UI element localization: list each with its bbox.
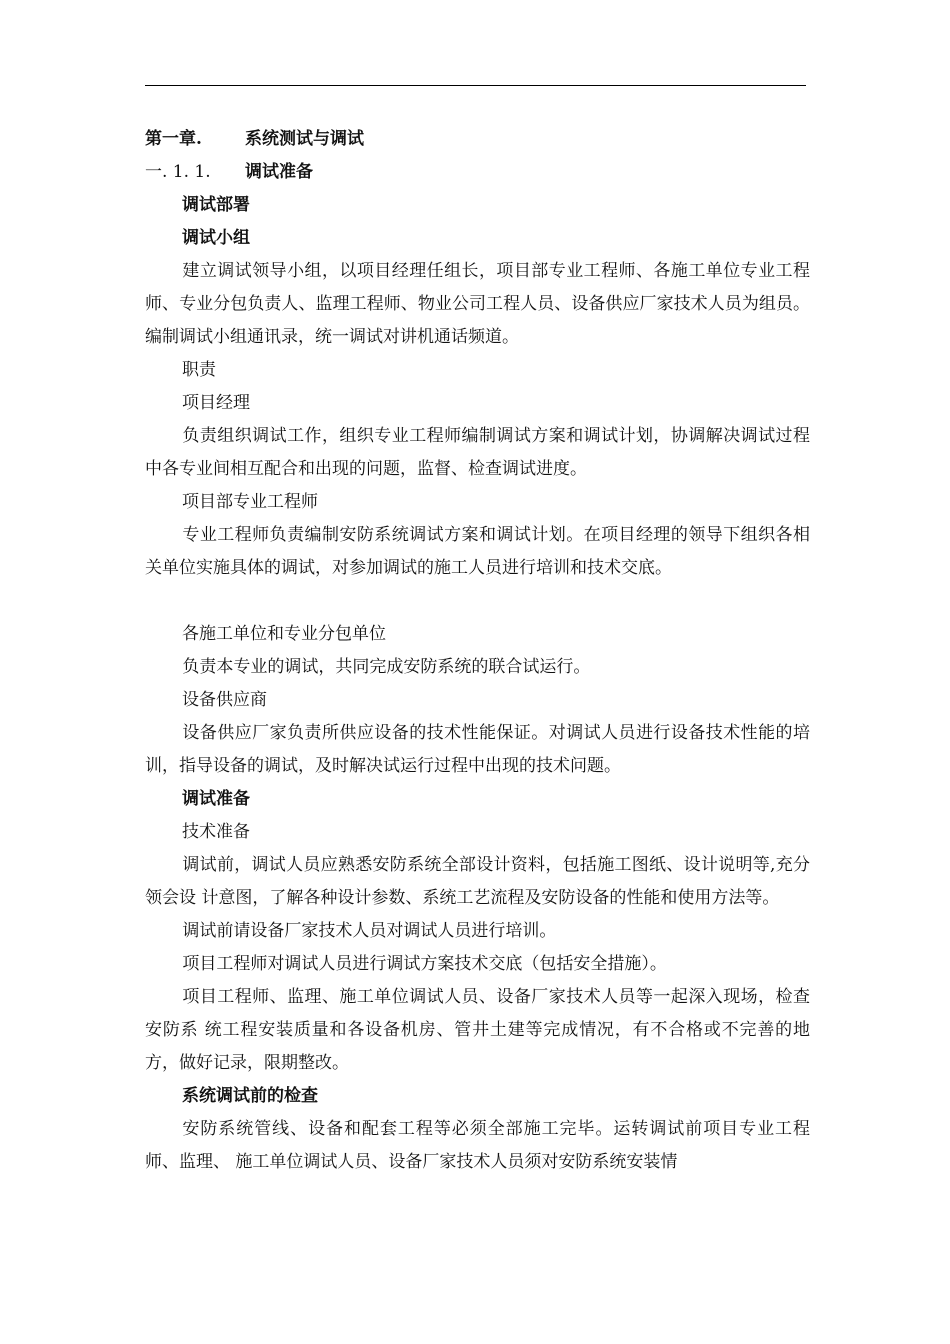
heading-tech-preparation: 技术准备 xyxy=(182,822,250,842)
header-rule xyxy=(145,85,806,86)
section-title: 调试准备 xyxy=(245,162,313,182)
heading-group: 调试小组 xyxy=(182,228,250,248)
paragraph-units: 负责本专业的调试，共同完成安防系统的联合试运行。 xyxy=(182,657,591,677)
paragraph-tech-1: 调试前，调试人员应熟悉安防系统全部设计资料，包括施工图纸、设计说明等,充分领会设 计意图，了解各种设计参数、系统工艺流程及安防设备的性能和使用方法等。 xyxy=(145,855,810,908)
paragraph-engineer: 专业工程师负责编制安防系统调试方案和调试计划。在项目经理的领导下组织各相关单位实施具体的调试，对参加调试的施工人员进行培训和技术交底。 xyxy=(145,525,810,578)
paragraph-pre-check: 安防系统管线、设备和配套工程等必须全部施工完毕。运转调试前项目专业工程师、监理、 施工单位调试人员、设备厂家技术人员须对安防系统安装情 xyxy=(145,1119,810,1172)
chapter-heading xyxy=(145,123,810,156)
heading-pre-check: 系统调试前的检查 xyxy=(182,1086,318,1106)
paragraph-tech-4: 项目工程师、监理、施工单位调试人员、设备厂家技术人员等一起深入现场，检查安防系 统工程安装质量和各设备机房、管井土建等完成情况，有不合格或不完善的地方，做好记录，限期整改。 xyxy=(145,987,810,1073)
chapter-number: 第一章. xyxy=(145,129,202,149)
heading-supplier: 设备供应商 xyxy=(182,690,267,710)
section-number: 一. 1. 1. xyxy=(145,162,211,182)
document-body xyxy=(145,123,810,1179)
section-heading xyxy=(145,156,810,189)
paragraph-tech-2: 调试前请设备厂家技术人员对调试人员进行培训。 xyxy=(182,921,557,941)
paragraph-supplier: 设备供应厂家负责所供应设备的技术性能保证。对调试人员进行设备技术性能的培训，指导设备的调试，及时解决试运行过程中出现的技术问题。 xyxy=(145,723,810,776)
paragraph-tech-3: 项目工程师对调试人员进行调试方案技术交底（包括安全措施）。 xyxy=(182,954,667,974)
paragraph-group: 建立调试领导小组，以项目经理任组长，项目部专业工程师、各施工单位专业工程师、专业分包负责人、监理工程师、物业公司工程人员、设备供应厂家技术人员为组员。编制调试小组通讯录，统一调试对讲机通话频道。 xyxy=(145,261,810,347)
paragraph-project-manager: 负责组织调试工作，组织专业工程师编制调试方案和调试计划，协调解决调试过程中各专业间相互配合和出现的问题，监督、检查调试进度。 xyxy=(145,426,810,479)
heading-engineer: 项目部专业工程师 xyxy=(182,492,318,512)
heading-deploy: 调试部署 xyxy=(182,195,250,215)
heading-units: 各施工单位和专业分包单位 xyxy=(182,624,386,644)
heading-project-manager: 项目经理 xyxy=(182,393,250,413)
heading-preparation: 调试准备 xyxy=(182,789,250,809)
heading-duty: 职责 xyxy=(182,360,216,380)
blank-line xyxy=(145,585,810,618)
chapter-title: 系统测试与调试 xyxy=(245,129,364,149)
